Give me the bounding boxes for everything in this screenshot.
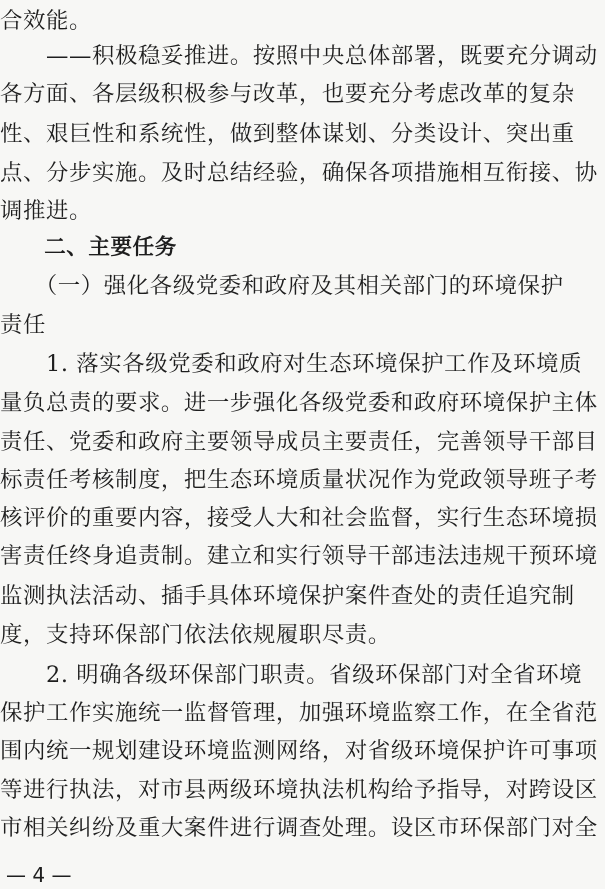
subsection-heading: （一）强化各级党委和政府及其相关部门的环境保护 — [0, 273, 564, 299]
text-line: 核评价的重要内容，接受人大和社会监督，实行生态环境损 — [0, 505, 598, 531]
text-line: 量负总责的要求。进一步强化各级党委和政府环境保护主体 — [0, 390, 598, 416]
text-line: 等进行执法，对市县两级环境执法机构给予指导，对跨设区 — [0, 777, 598, 803]
text-line: 调推进。 — [0, 198, 92, 224]
text-line: 围内统一规划建设环境监测网络，对省级环境保护许可事项 — [0, 738, 598, 764]
text-line: 合效能。 — [0, 8, 92, 34]
text-line: 市相关纠纷及重大案件进行调查处理。设区市环保部门对全 — [0, 815, 598, 841]
text-line: 标责任考核制度，把生态环境质量状况作为党政领导班子考 — [0, 467, 598, 493]
text-line: 责任、党委和政府主要领导成员主要责任，完善领导干部目 — [0, 429, 598, 455]
text-line: ——积极稳妥推进。按照中央总体部署，既要充分调动 — [0, 43, 598, 69]
text-line: 度，支持环保部门依法依规履职尽责。 — [0, 622, 391, 648]
text-line: 2. 明确各级环保部门职责。省级环保部门对全省环境 — [0, 662, 583, 688]
section-heading: 二、主要任务 — [0, 235, 177, 260]
text-line: 害责任终身追责制。建立和实行领导干部违法违规干预环境 — [0, 543, 598, 569]
text-line: 点、分步实施。及时总结经验，确保各项措施相互衔接、协 — [0, 160, 598, 186]
text-line: 监测执法活动、插手具体环境保护案件查处的责任追究制 — [0, 583, 575, 609]
text-line: 性、艰巨性和系统性，做到整体谋划、分类设计、突出重 — [0, 121, 575, 147]
subsection-heading-continued: 责任 — [0, 312, 46, 338]
text-line: 各方面、各层级积极参与改革，也要充分考虑改革的复杂 — [0, 81, 575, 107]
text-line: 保护工作实施统一监督管理，加强环境监察工作，在全省范 — [0, 700, 598, 726]
text-line: 1. 落实各级党委和政府对生态环境保护工作及环境质 — [0, 351, 583, 377]
page-number: — 4 — — [6, 863, 72, 887]
